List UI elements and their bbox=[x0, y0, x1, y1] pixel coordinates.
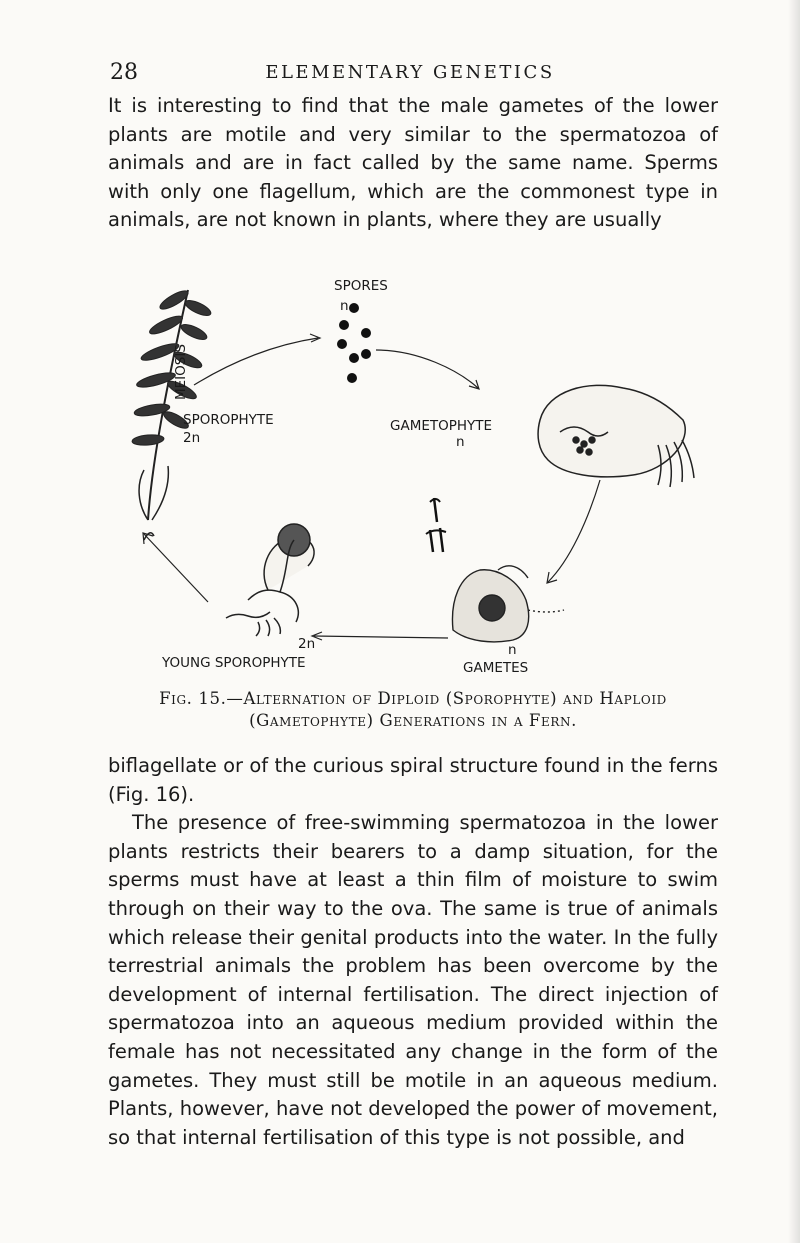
gametes-ploidy-label: n bbox=[508, 642, 517, 658]
page-header bbox=[110, 60, 710, 86]
spores-ploidy-label: n bbox=[340, 298, 349, 314]
fern-life-cycle-diagram bbox=[108, 270, 718, 680]
spores-label: SPORES bbox=[334, 278, 388, 294]
young-sporophyte-ploidy-label: 2n bbox=[298, 636, 316, 652]
page-number: 28 bbox=[110, 60, 138, 85]
gametophyte-ploidy-label: n bbox=[456, 434, 465, 450]
body-text-continued bbox=[108, 752, 718, 1152]
paragraph-intro: It is interesting to find that the male gametes of the lower plants are motile and very similar to the spermatozoa of animals and are in fact called by the same name. Sperms with only one flagellum, which are the commonest type in animals, are not known in plants, where they are usually bbox=[108, 94, 718, 232]
arrow-gametes-to-young-sporophyte bbox=[312, 632, 448, 640]
archegonium-gametes bbox=[452, 566, 564, 642]
figure-caption-line-1: Fig. 15.—Alternation of Diploid (Sporophyte) and Haploid bbox=[159, 689, 667, 708]
sporophyte-label: SPOROPHYTE bbox=[183, 412, 274, 428]
arrow-meiosis-to-spores bbox=[194, 334, 320, 385]
paragraph-continuation: biflagellate or of the curious spiral structure found in the ferns (Fig. 16). bbox=[108, 754, 718, 806]
figure-caption-line-2: (Gametophyte) Generations in a Fern. bbox=[249, 711, 577, 730]
young-sporophyte-label: YOUNG SPOROPHYTE bbox=[162, 655, 306, 671]
meiosis-label: MEIOSIS bbox=[173, 344, 189, 400]
figure-fern-life-cycle bbox=[108, 270, 718, 680]
paragraph-free-swimming: The presence of free-swimming spermatozoa in the lower plants restricts their bearers to a damp situation, for the sperms must have at least a thin film of moisture to swim through on their way to the ova. The same is true of animals which release their genital products into the water. In the fully terrestrial animals the problem has been overcome by the development of internal fertilisation. The direct injection of spermatozoa into an aqueous medium provided within the female has not necessitated any change in the form of the gametes. They must still be motile in an aqueous medium. Plants, however, have not developed the power of movement, so that internal fertilisation of this type is not possible, and bbox=[108, 811, 718, 1149]
running-title: ELEMENTARY GENETICS bbox=[265, 62, 555, 83]
antherozoids bbox=[426, 498, 446, 552]
sporophyte-ploidy-label: 2n bbox=[183, 430, 201, 446]
gametes-label: GAMETES bbox=[463, 660, 529, 676]
arrow-young-to-mature-sporophyte bbox=[143, 533, 208, 602]
figure-caption bbox=[108, 688, 718, 732]
gametophyte-label: GAMETOPHYTE bbox=[390, 418, 493, 434]
young-sporophyte-plant bbox=[226, 524, 314, 636]
arrow-gametophyte-to-gametes bbox=[547, 480, 600, 583]
page-edge-shadow bbox=[788, 0, 800, 1243]
gametophyte-prothallus bbox=[538, 385, 694, 487]
arrow-spores-to-gametophyte bbox=[376, 350, 479, 389]
spore-dots bbox=[337, 303, 371, 383]
